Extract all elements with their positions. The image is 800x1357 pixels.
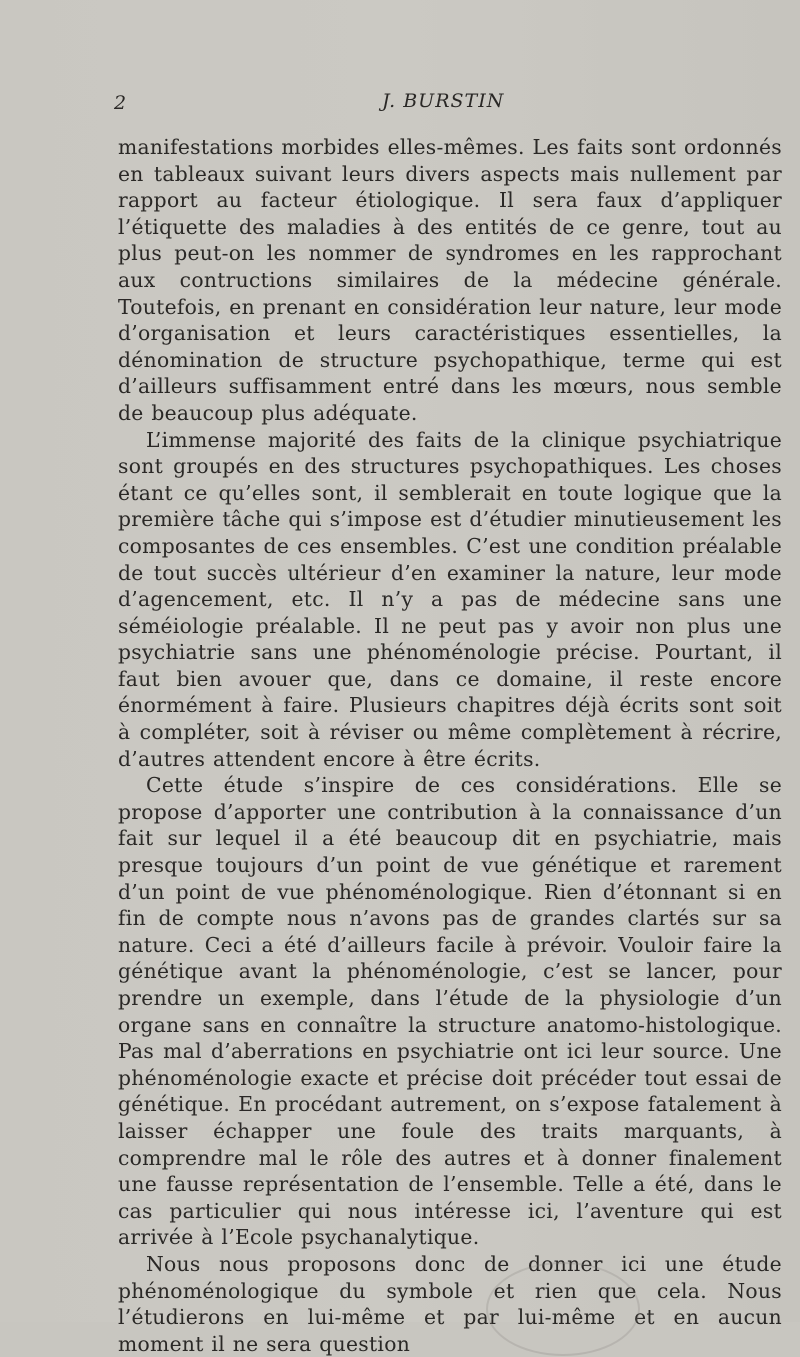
body-text — [118, 134, 782, 1357]
library-stamp-mark — [486, 1262, 640, 1356]
page-header — [112, 86, 692, 120]
paragraph-1: manifestations morbides elles-mêmes. Les faits sont ordonnés en tableaux suivant leurs divers aspects mais nullement par rapport au facteur étiologique. Il sera faux d’appliquer l’étiquette des maladies à des entités de ce genre, tout au plus peut-on les nommer de syndromes en les rapprochant aux contructions similaires de la médecine générale. Toutefois, en prenant en considération leur nature, leur mode d’organisation et leurs caractéristiques essentielles, la dénomination de structure psychopathique, terme qui est d’ailleurs suffisamment entré dans les mœurs, nous semble de beaucoup plus adéquate. — [118, 135, 782, 425]
paragraph-3: Cette étude s’inspire de ces considérations. Elle se propose d’apporter une contribution à la connaissance d’un fait sur lequel il a été beaucoup dit en psychiatrie, mais presque toujours d’un point de vue génétique et rarement d’un point de vue phénoménologique. Rien d’étonnant si en fin de compte nous n’avons pas de grandes clartés sur sa nature. Ceci a été d’ailleurs facile à prévoir. Vouloir faire la génétique avant la phénoménologie, c’est se lancer, pour prendre un exemple, dans l’étude de la physiologie d’un organe sans en connaître la structure anatomo-histologique. Pas mal d’aberrations en psychiatrie ont ici leur source. Une phénoménologie exacte et précise doit précéder tout essai de génétique. En procédant autrement, on s’expose fatalement à laisser échapper une foule des traits marquants, à comprendre mal le rôle des autres et à donner finalement une fausse représentation de l’ensemble. Telle a été, dans le cas particulier qui nous intéresse ici, l’aventure qui est arrivée à l’Ecole psychanalytique. — [118, 773, 782, 1250]
running-head-author: J. BURSTIN — [382, 90, 505, 112]
paragraph-2: L’immense majorité des faits de la clinique psychiatrique sont groupés en des structures psychopathiques. Les choses étant ce qu’elles sont, il semblerait en toute logique que la première tâche qui s’impose est d’étudier minutieusement les composantes de ces ensembles. C’est une condition préalable de tout succès ultérieur d’en examiner la nature, leur mode d’agencement, etc. Il n’y a pas de médecine sans une séméiologie préalable. Il ne peut pas y avoir non plus une psychiatrie sans une phénoménologie précise. Pourtant, il faut bien avouer que, dans ce domaine, il reste encore énormément à faire. Plusieurs chapitres déjà écrits sont soit à compléter, soit à réviser ou même complètement à récrire, d’autres attendent encore à être écrits. — [118, 427, 782, 771]
paragraph-4: Nous nous proposons donc de donner ici une étude phénoménologique du symbole et rien que cela. Nous l’étudierons en lui-même et par lui-même et en aucun moment il ne sera question — [118, 1251, 782, 1356]
page-number: 2 — [114, 92, 127, 114]
